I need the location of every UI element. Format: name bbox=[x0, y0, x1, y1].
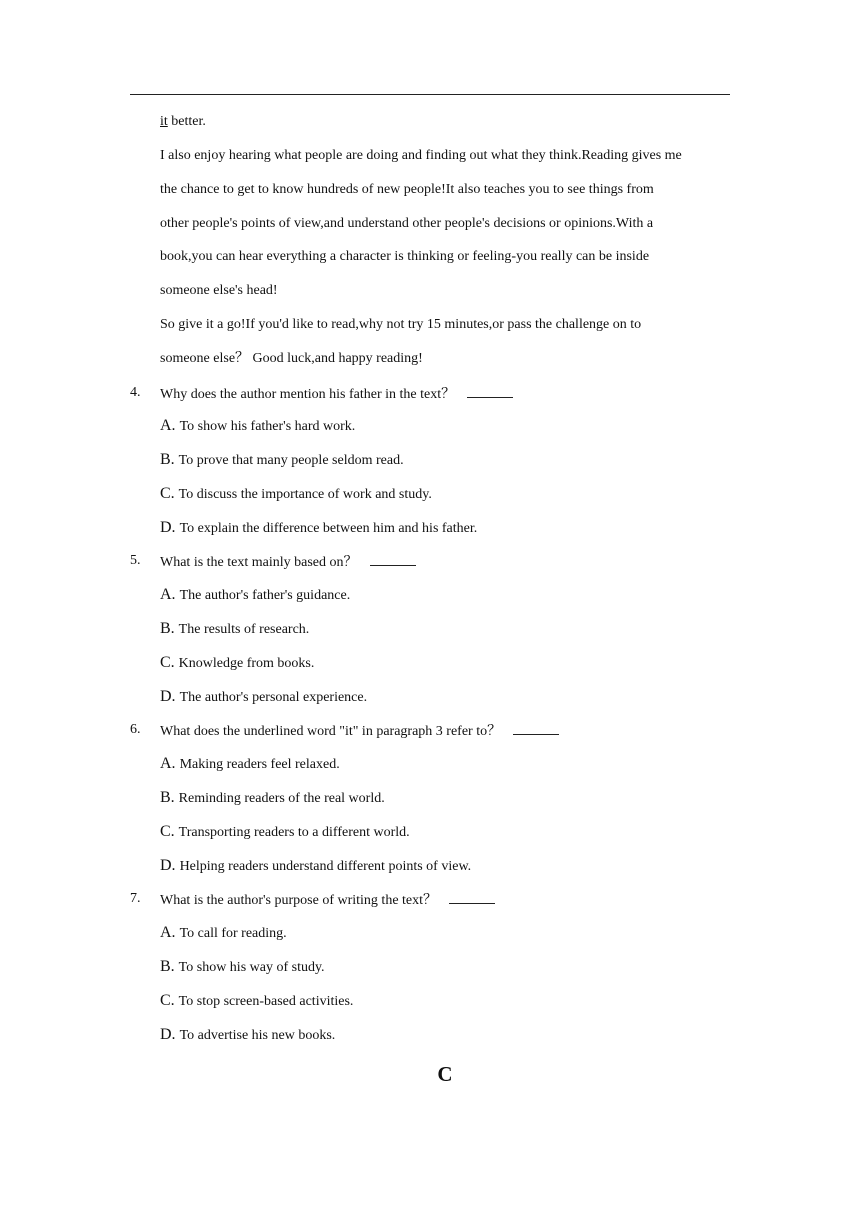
question-4 bbox=[160, 384, 513, 404]
option-7d[interactable] bbox=[160, 1026, 335, 1045]
option-letter: A. bbox=[160, 755, 176, 772]
option-5a[interactable] bbox=[160, 586, 350, 605]
option-text: Knowledge from books. bbox=[178, 656, 315, 671]
question-number: 6. bbox=[130, 722, 141, 737]
question-text: Why does the author mention his father in the text？ bbox=[160, 387, 456, 402]
option-text: To show his way of study. bbox=[178, 960, 325, 975]
option-letter: D. bbox=[160, 1026, 176, 1043]
answer-blank[interactable] bbox=[449, 890, 495, 904]
option-text: To call for reading. bbox=[179, 926, 287, 941]
passage-line: someone else's head! bbox=[160, 283, 278, 298]
underlined-word-it: it bbox=[160, 114, 168, 129]
option-text: To discuss the importance of work and study. bbox=[178, 487, 432, 502]
passage-line: other people's points of view,and understand other people's decisions or opinions.With a bbox=[160, 216, 654, 231]
passage-line: someone else？ Good luck,and happy reading! bbox=[160, 351, 423, 366]
passage-line: the chance to get to know hundreds of new people!It also teaches you to see things from bbox=[160, 182, 654, 197]
option-letter: A. bbox=[160, 417, 176, 434]
option-6a[interactable] bbox=[160, 755, 340, 774]
passage-line-0 bbox=[160, 113, 206, 131]
option-4a[interactable] bbox=[160, 417, 355, 436]
option-6c[interactable] bbox=[160, 823, 410, 842]
answer-blank[interactable] bbox=[370, 552, 416, 566]
option-letter: C. bbox=[160, 485, 175, 502]
header-rule bbox=[130, 94, 730, 95]
question-text: What is the text mainly based on？ bbox=[160, 555, 358, 570]
answer-blank[interactable] bbox=[467, 384, 513, 398]
question-number: 4. bbox=[130, 385, 141, 400]
question-text: What is the author's purpose of writing the text？ bbox=[160, 893, 438, 908]
option-6b[interactable] bbox=[160, 789, 385, 808]
option-letter: A. bbox=[160, 586, 176, 603]
option-text: To stop screen-based activities. bbox=[178, 994, 354, 1009]
option-letter: D. bbox=[160, 519, 176, 536]
option-text: The author's personal experience. bbox=[179, 690, 368, 705]
option-text: To explain the difference between him and his father. bbox=[179, 521, 478, 536]
option-letter: C. bbox=[160, 992, 175, 1009]
option-letter: C. bbox=[160, 654, 175, 671]
option-letter: D. bbox=[160, 857, 176, 874]
option-5b[interactable] bbox=[160, 620, 309, 639]
option-letter: D. bbox=[160, 688, 176, 705]
passage-line: I also enjoy hearing what people are doing and finding out what they think.Reading gives me bbox=[160, 148, 682, 163]
option-text: Making readers feel relaxed. bbox=[179, 757, 340, 772]
option-4d[interactable] bbox=[160, 519, 477, 538]
option-text: To prove that many people seldom read. bbox=[178, 453, 404, 468]
option-text: To show his father's hard work. bbox=[179, 419, 356, 434]
option-5c[interactable] bbox=[160, 654, 314, 673]
option-7b[interactable] bbox=[160, 958, 325, 977]
question-7 bbox=[160, 890, 495, 910]
option-5d[interactable] bbox=[160, 688, 367, 707]
option-4b[interactable] bbox=[160, 451, 404, 470]
option-text: The results of research. bbox=[178, 622, 310, 637]
question-5 bbox=[160, 552, 416, 572]
question-text: What does the underlined word "it" in paragraph 3 refer to？ bbox=[160, 724, 502, 739]
question-6 bbox=[160, 721, 559, 741]
option-text: Helping readers understand different points of view. bbox=[179, 859, 472, 874]
passage-line-0-rest: better. bbox=[167, 114, 206, 129]
passage-line: book,you can hear everything a character is thinking or feeling-you really can be inside bbox=[160, 249, 650, 264]
option-letter: B. bbox=[160, 620, 175, 637]
section-heading: C bbox=[437, 1062, 453, 1086]
answer-blank[interactable] bbox=[513, 721, 559, 735]
option-letter: C. bbox=[160, 823, 175, 840]
option-7c[interactable] bbox=[160, 992, 353, 1011]
question-number: 7. bbox=[130, 891, 141, 906]
option-4c[interactable] bbox=[160, 485, 432, 504]
passage-line: So give it a go!If you'd like to read,why not try 15 minutes,or pass the challenge on to bbox=[160, 317, 642, 332]
option-text: The author's father's guidance. bbox=[179, 588, 351, 603]
option-text: Transporting readers to a different world. bbox=[178, 825, 410, 840]
option-7a[interactable] bbox=[160, 924, 287, 943]
option-text: Reminding readers of the real world. bbox=[178, 791, 385, 806]
question-number: 5. bbox=[130, 553, 141, 568]
option-letter: B. bbox=[160, 958, 175, 975]
option-letter: B. bbox=[160, 451, 175, 468]
option-text: To advertise his new books. bbox=[179, 1028, 336, 1043]
option-letter: A. bbox=[160, 924, 176, 941]
option-6d[interactable] bbox=[160, 857, 471, 876]
option-letter: B. bbox=[160, 789, 175, 806]
